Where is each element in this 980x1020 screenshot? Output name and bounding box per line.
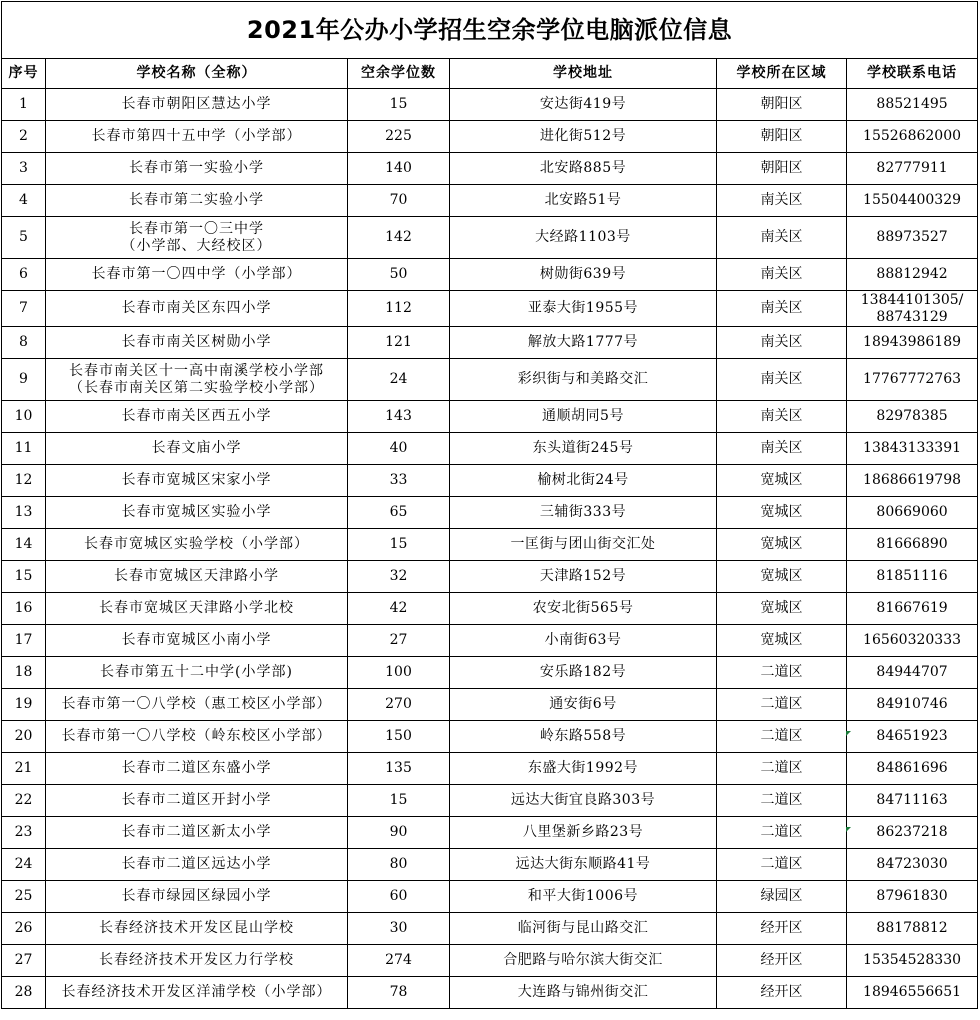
- cell-school-name[interactable]: [46, 185, 348, 217]
- cell-seats[interactable]: 121: [348, 327, 450, 359]
- cell-address[interactable]: 和平大街1006号: [450, 881, 717, 913]
- cell-address[interactable]: 树勋街639号: [450, 259, 717, 291]
- table-row: [2, 817, 978, 849]
- table-row: [2, 89, 978, 121]
- cell-district[interactable]: 经开区: [717, 945, 847, 977]
- cell-seats[interactable]: 150: [348, 721, 450, 753]
- cell-district[interactable]: 宽城区: [717, 497, 847, 529]
- school-name-line: 长春市第一〇八学校（岭东校区小学部）: [61, 728, 332, 744]
- cell-index[interactable]: 13: [2, 497, 46, 529]
- cell-address[interactable]: 北安路51号: [450, 185, 717, 217]
- cell-phone[interactable]: [847, 593, 978, 625]
- table-row: [2, 185, 978, 217]
- cell-school-name[interactable]: [46, 121, 348, 153]
- cell-index[interactable]: 6: [2, 259, 46, 291]
- phone-line: 17767772763: [863, 371, 962, 387]
- cell-seats[interactable]: 40: [348, 433, 450, 465]
- header-index: 序号: [2, 59, 46, 89]
- cell-address[interactable]: 进化街512号: [450, 121, 717, 153]
- table-row: [2, 259, 978, 291]
- cell-phone[interactable]: [847, 849, 978, 881]
- cell-school-name[interactable]: [46, 625, 348, 657]
- phone-line: 84723030: [876, 856, 948, 872]
- phone-line: 82777911: [876, 160, 948, 176]
- school-name-line: 长春市第四十五中学（小学部）: [91, 128, 302, 144]
- cell-index[interactable]: 10: [2, 401, 46, 433]
- school-name-line: 长春市绿园区绿园小学: [121, 888, 272, 904]
- cell-seats[interactable]: 65: [348, 497, 450, 529]
- cell-school-name[interactable]: [46, 497, 348, 529]
- cell-seats[interactable]: 32: [348, 561, 450, 593]
- cell-district[interactable]: 二道区: [717, 721, 847, 753]
- cell-school-name[interactable]: [46, 359, 348, 401]
- table-row: [2, 433, 978, 465]
- school-name-line: 长春市二道区东盛小学: [121, 760, 272, 776]
- cell-index[interactable]: 4: [2, 185, 46, 217]
- table-row: [2, 497, 978, 529]
- cell-school-name[interactable]: [46, 89, 348, 121]
- header-district: 学校所在区域: [717, 59, 847, 89]
- school-name-line: （长春市南关区第二实验学校小学部）: [69, 379, 324, 396]
- cell-school-name[interactable]: [46, 561, 348, 593]
- cell-seats[interactable]: 15: [348, 529, 450, 561]
- school-name-line: 长春市宽城区天津路小学北校: [99, 600, 294, 616]
- school-name-line: （小学部、大经校区）: [121, 237, 272, 254]
- cell-address[interactable]: 合肥路与哈尔滨大街交汇: [450, 945, 717, 977]
- cell-address[interactable]: 农安北街565号: [450, 593, 717, 625]
- cell-address[interactable]: 北安路885号: [450, 153, 717, 185]
- phone-line: 88743129: [876, 308, 948, 325]
- phone-line: 84910746: [876, 696, 948, 712]
- cell-district[interactable]: 朝阳区: [717, 153, 847, 185]
- cell-comment-marker: [846, 731, 851, 736]
- cell-school-name[interactable]: [46, 153, 348, 185]
- cell-phone[interactable]: [847, 401, 978, 433]
- cell-seats[interactable]: 100: [348, 657, 450, 689]
- school-name-line: 长春市第二实验小学: [129, 192, 264, 208]
- table-row: [2, 977, 978, 1009]
- table-row: [2, 217, 978, 259]
- cell-seats[interactable]: 142: [348, 217, 450, 259]
- cell-address[interactable]: 小南街63号: [450, 625, 717, 657]
- school-name-line: 长春市朝阳区慧达小学: [121, 96, 272, 112]
- phone-line: 84651923: [876, 728, 948, 744]
- cell-phone[interactable]: [847, 89, 978, 121]
- table-row: [2, 561, 978, 593]
- cell-seats[interactable]: 274: [348, 945, 450, 977]
- school-name-line: 长春经济技术开发区洋浦学校（小学部）: [61, 984, 332, 1000]
- school-name-line: 长春市宽城区实验小学: [121, 504, 272, 520]
- school-name-line: 长春经济技术开发区力行学校: [99, 952, 294, 968]
- cell-seats[interactable]: 27: [348, 625, 450, 657]
- cell-school-name[interactable]: [46, 401, 348, 433]
- cell-district[interactable]: 绿园区: [717, 881, 847, 913]
- cell-index[interactable]: 15: [2, 561, 46, 593]
- cell-school-name[interactable]: [46, 689, 348, 721]
- table-row: [2, 153, 978, 185]
- phone-line: 13844101305/: [860, 291, 964, 308]
- school-name-line: 长春文庙小学: [151, 440, 242, 456]
- table-row: [2, 593, 978, 625]
- phone-line: 13843133391: [863, 440, 962, 456]
- cell-seats[interactable]: 80: [348, 849, 450, 881]
- phone-line: 81666890: [876, 536, 948, 552]
- cell-seats[interactable]: 143: [348, 401, 450, 433]
- cell-index[interactable]: 2: [2, 121, 46, 153]
- cell-school-name[interactable]: [46, 881, 348, 913]
- cell-index[interactable]: 23: [2, 817, 46, 849]
- cell-address[interactable]: 远达大街东顺路41号: [450, 849, 717, 881]
- school-name-line: 长春市第一〇三中学: [129, 220, 264, 237]
- phone-line: 18686619798: [863, 472, 962, 488]
- cell-seats[interactable]: 50: [348, 259, 450, 291]
- cell-address[interactable]: 通安街6号: [450, 689, 717, 721]
- table-row: [2, 721, 978, 753]
- table-row: [2, 785, 978, 817]
- cell-phone[interactable]: [847, 497, 978, 529]
- cell-address[interactable]: 一匡街与团山街交汇处: [450, 529, 717, 561]
- header-seats: 空余学位数: [348, 59, 450, 89]
- cell-school-name[interactable]: [46, 977, 348, 1009]
- cell-index[interactable]: 1: [2, 89, 46, 121]
- phone-line: 82978385: [876, 408, 948, 424]
- cell-district[interactable]: 二道区: [717, 753, 847, 785]
- cell-address[interactable]: 解放大路1777号: [450, 327, 717, 359]
- cell-address[interactable]: 临河街与昆山路交汇: [450, 913, 717, 945]
- cell-phone[interactable]: [847, 121, 978, 153]
- cell-school-name[interactable]: [46, 849, 348, 881]
- phone-line: 81851116: [876, 568, 948, 584]
- cell-phone[interactable]: [847, 945, 978, 977]
- school-name-line: 长春市第一〇八学校（惠工校区小学部）: [61, 696, 332, 712]
- phone-line: 84861696: [876, 760, 948, 776]
- cell-district[interactable]: 宽城区: [717, 529, 847, 561]
- cell-district[interactable]: 朝阳区: [717, 121, 847, 153]
- table-row: [2, 657, 978, 689]
- cell-school-name[interactable]: [46, 465, 348, 497]
- cell-district[interactable]: 二道区: [717, 785, 847, 817]
- table-row: [2, 401, 978, 433]
- cell-district[interactable]: 二道区: [717, 689, 847, 721]
- phone-line: 88178812: [876, 920, 948, 936]
- cell-district[interactable]: 南关区: [717, 359, 847, 401]
- cell-district[interactable]: 南关区: [717, 259, 847, 291]
- cell-index[interactable]: 3: [2, 153, 46, 185]
- table-row: [2, 465, 978, 497]
- school-seat-table: [1, 1, 978, 1009]
- cell-school-name[interactable]: [46, 753, 348, 785]
- table-title: 2021年公办小学招生空余学位电脑派位信息: [2, 2, 978, 59]
- cell-district[interactable]: 南关区: [717, 327, 847, 359]
- cell-district[interactable]: 南关区: [717, 401, 847, 433]
- school-name-line: 长春市二道区远达小学: [121, 856, 272, 872]
- cell-index[interactable]: 12: [2, 465, 46, 497]
- cell-seats[interactable]: 33: [348, 465, 450, 497]
- cell-school-name[interactable]: [46, 913, 348, 945]
- header-row: [2, 59, 978, 89]
- school-name-line: 长春市南关区东四小学: [121, 300, 272, 316]
- cell-school-name[interactable]: [46, 817, 348, 849]
- cell-seats[interactable]: 270: [348, 689, 450, 721]
- cell-address[interactable]: 八里堡新乡路23号: [450, 817, 717, 849]
- phone-line: 16560320333: [863, 632, 962, 648]
- school-name-line: 长春市南关区十一高中南溪学校小学部: [69, 362, 324, 379]
- cell-seats[interactable]: 112: [348, 291, 450, 327]
- phone-line: 88521495: [876, 96, 948, 112]
- cell-phone[interactable]: [847, 785, 978, 817]
- table-row: [2, 689, 978, 721]
- cell-address[interactable]: 天津路152号: [450, 561, 717, 593]
- table-row: [2, 359, 978, 401]
- cell-address[interactable]: 通顺胡同5号: [450, 401, 717, 433]
- cell-school-name[interactable]: [46, 327, 348, 359]
- school-name-line: 长春市二道区新太小学: [121, 824, 272, 840]
- cell-seats[interactable]: 140: [348, 153, 450, 185]
- cell-phone[interactable]: [847, 433, 978, 465]
- table-row: [2, 529, 978, 561]
- spreadsheet-sheet: [0, 1, 980, 1020]
- school-name-line: 长春市南关区西五小学: [121, 408, 272, 424]
- cell-district[interactable]: 二道区: [717, 849, 847, 881]
- cell-index[interactable]: 20: [2, 721, 46, 753]
- table-row: [2, 753, 978, 785]
- table-row: [2, 945, 978, 977]
- cell-seats[interactable]: 78: [348, 977, 450, 1009]
- cell-index[interactable]: 16: [2, 593, 46, 625]
- cell-phone[interactable]: [847, 465, 978, 497]
- cell-phone[interactable]: [847, 625, 978, 657]
- phone-line: 18943986189: [863, 334, 962, 350]
- school-name-line: 长春市南关区树勋小学: [121, 334, 272, 350]
- phone-line: 15526862000: [863, 128, 962, 144]
- cell-index[interactable]: 25: [2, 881, 46, 913]
- cell-index[interactable]: 14: [2, 529, 46, 561]
- cell-school-name[interactable]: [46, 785, 348, 817]
- cell-seats[interactable]: 15: [348, 785, 450, 817]
- cell-address[interactable]: 亚泰大街1955号: [450, 291, 717, 327]
- cell-district[interactable]: 宽城区: [717, 465, 847, 497]
- cell-index[interactable]: 21: [2, 753, 46, 785]
- phone-line: 15504400329: [863, 192, 962, 208]
- header-address: 学校地址: [450, 59, 717, 89]
- cell-phone[interactable]: [847, 561, 978, 593]
- cell-district[interactable]: 朝阳区: [717, 89, 847, 121]
- school-name-line: 长春市宽城区小南小学: [121, 632, 272, 648]
- cell-district[interactable]: 南关区: [717, 217, 847, 259]
- cell-index[interactable]: 28: [2, 977, 46, 1009]
- cell-address[interactable]: 远达大街宜良路303号: [450, 785, 717, 817]
- table-row: [2, 913, 978, 945]
- cell-address[interactable]: 三辅街333号: [450, 497, 717, 529]
- cell-school-name[interactable]: [46, 291, 348, 327]
- cell-seats[interactable]: 135: [348, 753, 450, 785]
- school-name-line: 长春市二道区开封小学: [121, 792, 272, 808]
- cell-phone[interactable]: [847, 753, 978, 785]
- cell-index[interactable]: 27: [2, 945, 46, 977]
- cell-district[interactable]: 南关区: [717, 185, 847, 217]
- cell-phone[interactable]: [847, 881, 978, 913]
- cell-school-name[interactable]: [46, 593, 348, 625]
- cell-index[interactable]: 22: [2, 785, 46, 817]
- cell-index[interactable]: 26: [2, 913, 46, 945]
- cell-index[interactable]: 11: [2, 433, 46, 465]
- cell-address[interactable]: 东盛大街1992号: [450, 753, 717, 785]
- cell-index[interactable]: 9: [2, 359, 46, 401]
- school-name-line: 长春市宽城区天津路小学: [114, 568, 279, 584]
- cell-address[interactable]: 榆树北街24号: [450, 465, 717, 497]
- table-row: [2, 327, 978, 359]
- school-name-line: 长春市第一〇四中学（小学部）: [91, 266, 302, 282]
- phone-line: 88973527: [876, 229, 948, 245]
- cell-index[interactable]: 19: [2, 689, 46, 721]
- cell-index[interactable]: 5: [2, 217, 46, 259]
- phone-line: 88812942: [876, 266, 948, 282]
- table-row: [2, 881, 978, 913]
- phone-line: 86237218: [876, 824, 948, 840]
- school-name-line: 长春市宽城区宋家小学: [121, 472, 272, 488]
- school-name-line: 长春市第五十二中学(小学部): [100, 664, 293, 680]
- cell-seats[interactable]: 15: [348, 89, 450, 121]
- cell-address[interactable]: 东头道街245号: [450, 433, 717, 465]
- cell-address[interactable]: 大经路1103号: [450, 217, 717, 259]
- cell-district[interactable]: 二道区: [717, 817, 847, 849]
- table-row: [2, 849, 978, 881]
- table-body: [2, 89, 978, 1009]
- cell-index[interactable]: 17: [2, 625, 46, 657]
- cell-phone[interactable]: [847, 913, 978, 945]
- cell-phone[interactable]: [847, 153, 978, 185]
- cell-school-name[interactable]: [46, 259, 348, 291]
- phone-line: 87961830: [876, 888, 948, 904]
- cell-index[interactable]: 7: [2, 291, 46, 327]
- cell-address[interactable]: 岭东路558号: [450, 721, 717, 753]
- cell-index[interactable]: 18: [2, 657, 46, 689]
- cell-district[interactable]: 宽城区: [717, 593, 847, 625]
- cell-phone[interactable]: [847, 327, 978, 359]
- school-name-line: 长春经济技术开发区昆山学校: [99, 920, 294, 936]
- table-row: [2, 625, 978, 657]
- cell-seats[interactable]: 60: [348, 881, 450, 913]
- cell-school-name[interactable]: [46, 945, 348, 977]
- table-row: [2, 121, 978, 153]
- cell-phone[interactable]: [847, 977, 978, 1009]
- cell-seats[interactable]: 225: [348, 121, 450, 153]
- phone-line: 84944707: [876, 664, 948, 680]
- cell-phone[interactable]: [847, 529, 978, 561]
- phone-line: 18946556651: [863, 984, 962, 1000]
- cell-phone[interactable]: [847, 217, 978, 259]
- cell-district[interactable]: 南关区: [717, 291, 847, 327]
- cell-phone[interactable]: [847, 359, 978, 401]
- phone-line: 80669060: [876, 504, 948, 520]
- cell-phone[interactable]: [847, 185, 978, 217]
- cell-seats[interactable]: 70: [348, 185, 450, 217]
- cell-district[interactable]: 二道区: [717, 657, 847, 689]
- phone-line: 84711163: [876, 792, 948, 808]
- cell-school-name[interactable]: [46, 721, 348, 753]
- cell-district[interactable]: 经开区: [717, 977, 847, 1009]
- cell-phone[interactable]: [847, 291, 978, 327]
- cell-district[interactable]: 南关区: [717, 433, 847, 465]
- header-school-name: 学校名称（全称）: [46, 59, 348, 89]
- cell-phone[interactable]: [847, 657, 978, 689]
- phone-line: 15354528330: [863, 952, 962, 968]
- cell-phone[interactable]: [847, 721, 978, 753]
- cell-seats[interactable]: 24: [348, 359, 450, 401]
- cell-district[interactable]: 宽城区: [717, 561, 847, 593]
- cell-phone[interactable]: [847, 689, 978, 721]
- cell-phone[interactable]: [847, 259, 978, 291]
- phone-line: 81667619: [876, 600, 948, 616]
- cell-district[interactable]: 宽城区: [717, 625, 847, 657]
- cell-comment-marker: [846, 827, 851, 832]
- header-phone: 学校联系电话: [847, 59, 978, 89]
- cell-phone[interactable]: [847, 817, 978, 849]
- cell-index[interactable]: 24: [2, 849, 46, 881]
- cell-seats[interactable]: 90: [348, 817, 450, 849]
- cell-school-name[interactable]: [46, 529, 348, 561]
- cell-seats[interactable]: 30: [348, 913, 450, 945]
- cell-district[interactable]: 经开区: [717, 913, 847, 945]
- school-name-line: 长春市宽城区实验学校（小学部）: [84, 536, 309, 552]
- table-row: [2, 291, 978, 327]
- cell-school-name[interactable]: [46, 433, 348, 465]
- school-name-line: 长春市第一实验小学: [129, 160, 264, 176]
- cell-school-name[interactable]: [46, 217, 348, 259]
- cell-address[interactable]: 彩织街与和美路交汇: [450, 359, 717, 401]
- cell-seats[interactable]: 42: [348, 593, 450, 625]
- cell-address[interactable]: 大连路与锦州街交汇: [450, 977, 717, 1009]
- cell-index[interactable]: 8: [2, 327, 46, 359]
- cell-address[interactable]: 安达街419号: [450, 89, 717, 121]
- cell-address[interactable]: 安乐路182号: [450, 657, 717, 689]
- cell-school-name[interactable]: [46, 657, 348, 689]
